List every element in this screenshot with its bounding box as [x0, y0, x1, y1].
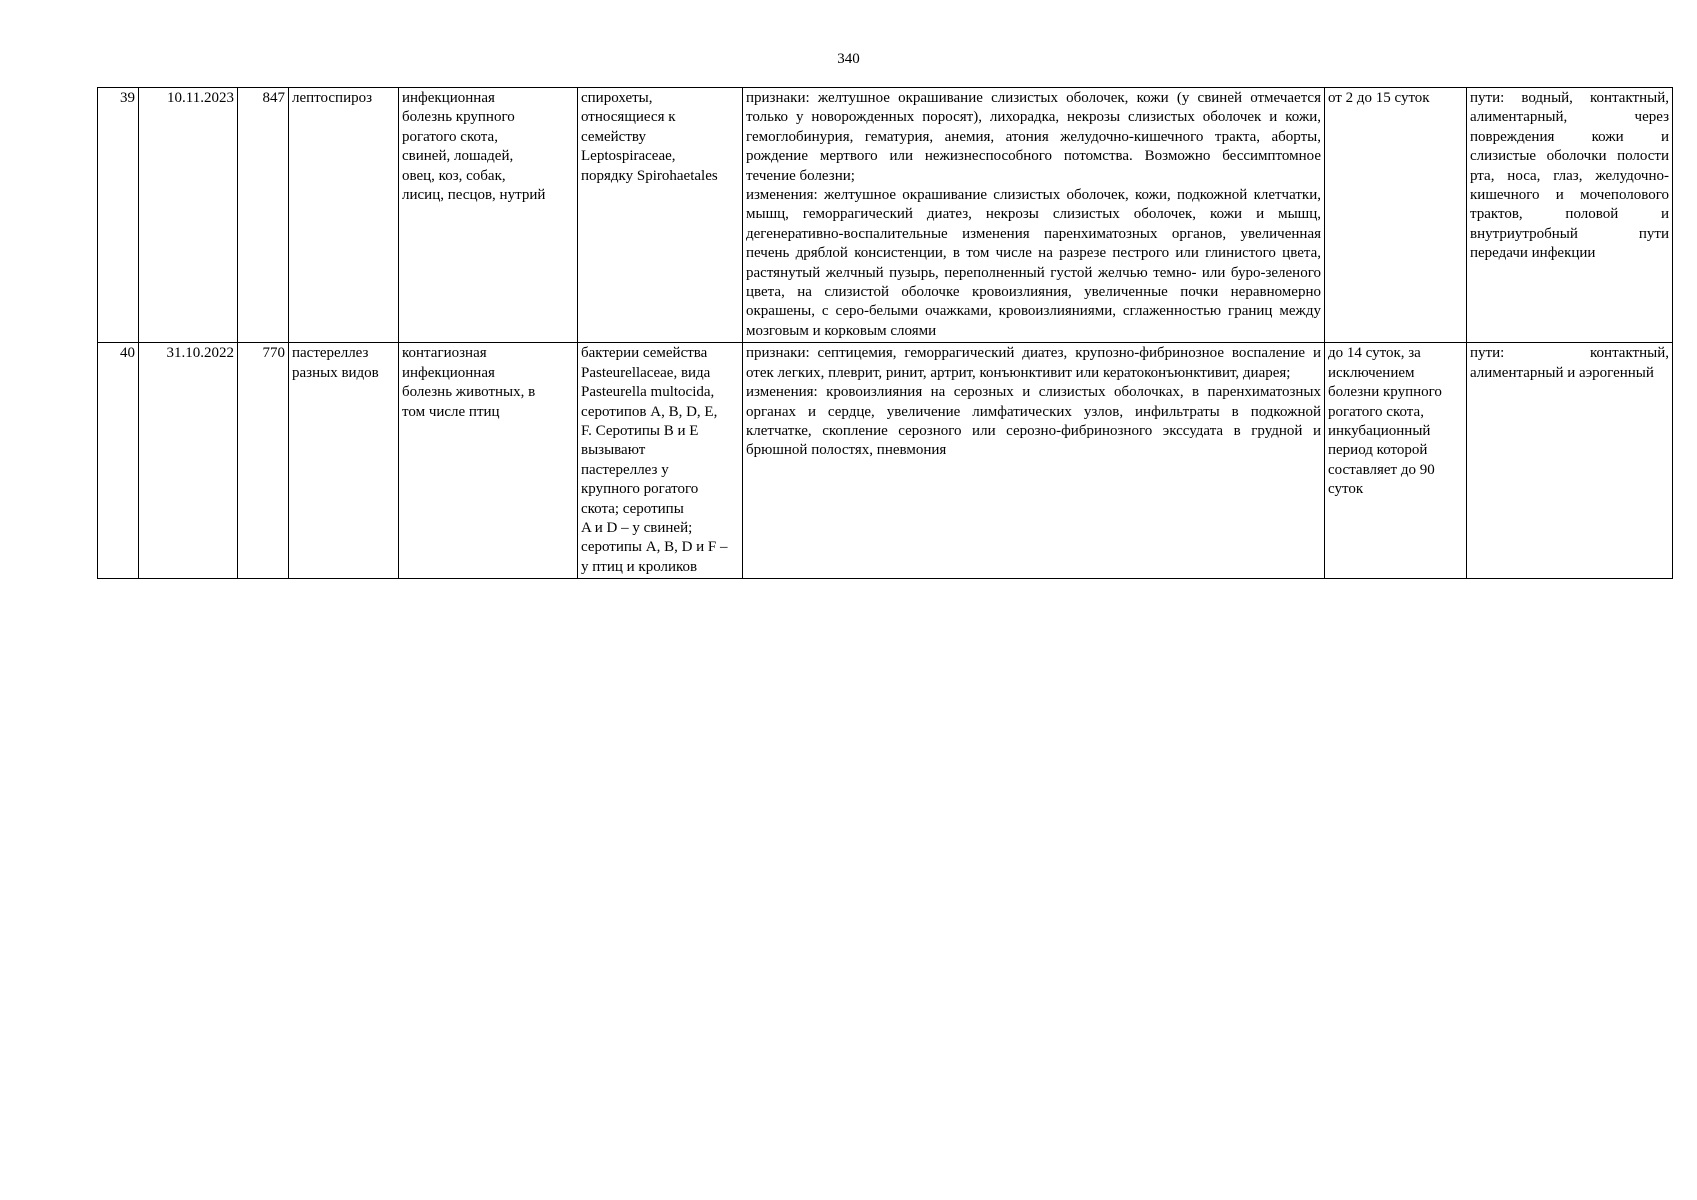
code-cell: 847	[238, 88, 289, 343]
date-cell: 10.11.2023	[139, 88, 238, 343]
signs-and-changes-cell: признаки: септицемия, геморрагический диатез, крупозно-фибринозное воспаление и отек легких, плеврит, ринит, артрит, конъюнктивит или кератоконъюнктивит, диарея; изменения: кровоизлияния на серозных и слизистых оболочках, в паренхиматозных органах и сердце, увеличение лимфатических узлов, инфильтраты в подкожной клетчатке, скопление серозного или серозно-фибринозного экссудата в грудной и брюшной полостях, пневмония	[743, 343, 1325, 579]
transmission-paths-cell: пути: контактный, алиментарный и аэрогенный	[1467, 343, 1673, 579]
disease-name-cell: пастереллез разных видов	[289, 343, 399, 579]
pathogen-cell: спирохеты, относящиеся к семейству Leptospiraceae, порядку Spirohaetales	[578, 88, 743, 343]
row-number-cell: 40	[98, 343, 139, 579]
row-number-cell: 39	[98, 88, 139, 343]
table-row	[98, 343, 1673, 579]
date-cell: 31.10.2022	[139, 343, 238, 579]
transmission-paths-cell: пути: водный, контактный, алиментарный, через повреждения кожи и слизистые оболочки полости рта, носа, глаз, желудочно-кишечного и мочеполового трактов, половой и внутриутробный пути передачи инфекции	[1467, 88, 1673, 343]
page-number: 340	[837, 51, 860, 67]
incubation-period-cell: до 14 суток, за исключением болезни крупного рогатого скота, инкубационный период которой составляет до 90 суток	[1325, 343, 1467, 579]
code-cell: 770	[238, 343, 289, 579]
signs-and-changes-cell: признаки: желтушное окрашивание слизистых оболочек, кожи (у свиней отмечается только у новорожденных поросят), лихорадка, некрозы слизистых оболочек и кожи, гемоглобинурия, гематурия, анемия, атония желудочно-кишечного тракта, аборты, рождение мертвого или нежизнеспособного потомства. Возможно бессимптомное течение болезни; изменения: желтушное окрашивание слизистых оболочек, кожи, подкожной клетчатки, мышц, геморрагический диатез, некрозы слизистых оболочек, кожи и мышц, дегенеративно-воспалительные изменения паренхиматозных органов, увеличенная печень дряблой консистенции, в том числе на разрезе пестрого или глинистого цвета, растянутый желчный пузырь, переполненный густой желчью темно- или буро-зеленого цвета, на слизистой оболочке кровоизлияния, увеличенные почки неравномерно окрашены, с серо-белыми очажками, кровоизлияниями, сглаженностью границ между мозговым и корковым слоями	[743, 88, 1325, 343]
disease-name-cell: лептоспироз	[289, 88, 399, 343]
incubation-period-cell: от 2 до 15 суток	[1325, 88, 1467, 343]
disease-definition-cell: контагиозная инфекционная болезнь животных, в том числе птиц	[399, 343, 578, 579]
table-row	[98, 88, 1673, 343]
pathogen-cell: бактерии семейства Pasteurellaceae, вида Pasteurella multocida, серотипов A, B, D, E, F. Серотипы B и E вызывают пастереллез у крупного рогатого скота; серотипы A и D – у свиней; серотипы A, B, D и F – у птиц и кроликов	[578, 343, 743, 579]
disease-definition-cell: инфекционная болезнь крупного рогатого скота, свиней, лошадей, овец, коз, собак, лисиц, песцов, нутрий	[399, 88, 578, 343]
disease-registry-table	[97, 87, 1673, 579]
